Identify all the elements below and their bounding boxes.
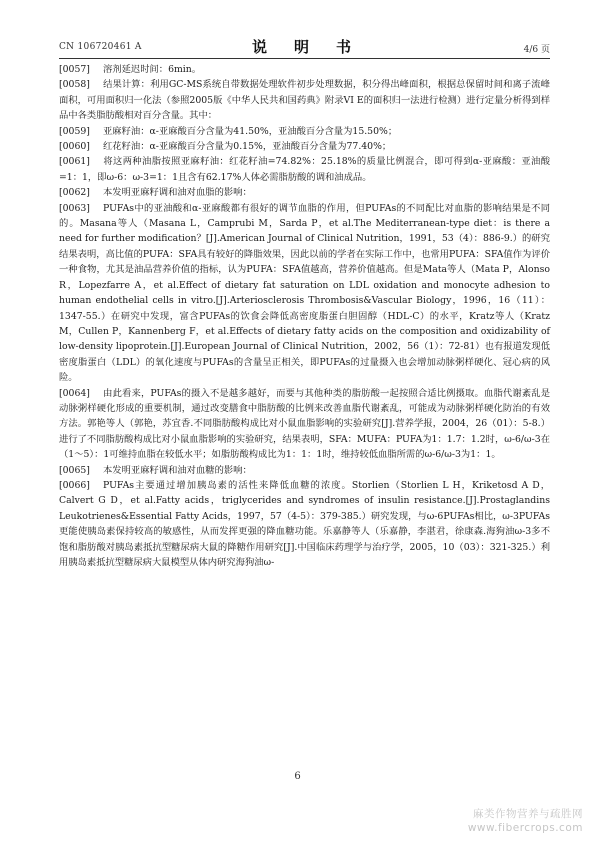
paragraph-text: 红花籽油：α-亚麻酸百分含量为0.15%，亚油酸百分含量为77.40%；	[103, 141, 392, 153]
paragraph-number: [0063]	[59, 202, 90, 214]
paragraph-number: [0060]	[59, 141, 90, 153]
paragraph-text: 由此看来，PUFAs的摄入不是越多越好，而要与其他种类的脂肪酸一起按照合适比例摄取。血脂代谢紊乱是动脉粥样硬化形成的重要机制，通过改变膳食中脂肪酸的比例来改善血脂代谢紊乱，可能成为动脉粥样硬化防治的有效方法。郭艳等人（郭艳，苏宜香.不同脂肪酸构成比对小鼠血脂影响的实验研究[J].营养学报，2004，26（01）：5-8.）进行了不同脂肪酸构成比对小鼠血脂影响的实验研究，结果表明，SFA：MUFA：PUFA为1：1.7：1.2时，ω-6/ω-3在（1～5）：1可维持血脂在较低水平；如脂肪酸构成比为1：1：1时，维持较低血脂所需的ω-6/ω-3为1：1。	[59, 387, 550, 461]
paragraph-0062	[59, 185, 550, 200]
paragraph-0064	[59, 386, 550, 463]
paragraph-number: [0064]	[59, 387, 90, 399]
paragraph-0058	[59, 77, 550, 123]
paragraph-0057	[59, 62, 550, 77]
watermark-site-name: 麻类作物营养与疏胜网	[473, 808, 583, 820]
paragraph-number: [0061]	[59, 156, 90, 168]
paragraph-0063	[59, 201, 550, 386]
document-title: 说 明 书	[251, 38, 357, 56]
paragraph-text: 溶剂延迟时间：6min。	[103, 64, 202, 75]
paragraph-text: 本发明亚麻籽调和油对血脂的影响：	[103, 187, 252, 199]
paragraph-0059	[59, 124, 550, 139]
paragraph-text: PUFAs主要通过增加胰岛素的活性来降低血糖的浓度。Storlien（Storlien L H，Kriketosd A D，Calvert G D，et al.Fatty acids，triglycerides and syndromes of insulin resistance.[J].Prostaglandins Leukotrienes&Essential Fatty Acids，1997，57（4-5）：379-385.）研究发现，与ω-6PUFAs相比，ω-3PUFAs更能使胰岛素保持较高的敏感性，从而发挥更强的降血糖功能。乐嘉静等人（乐嘉静，李湛君，徐康森.海狗油ω-3多不饱和脂肪酸对胰岛素抵抗型糖尿病大鼠的降糖作用研究[J].中国临床药理学与治疗学，2005，10（03）：321-325.）利用胰岛素抵抗型糖尿病大鼠模型从体内研究海狗油ω-	[59, 479, 550, 568]
paragraph-text: 结果计算：利用GC-MS系统自带数据处理软件初步处理数据，积分得出峰面积，根据总保留时间和离子流峰面积，可用面积归一化法（参照2005版《中华人民共和国药典》附录VI E的面积归一法进行检测）进行定量分析得到样品中各类脂肪酸相对百分含量。其中：	[59, 79, 550, 122]
patent-number: CN 106720461 A	[59, 42, 142, 52]
paragraph-0060	[59, 139, 550, 154]
page-number: 6	[294, 771, 301, 782]
page-header	[59, 36, 550, 56]
paragraph-number: [0059]	[59, 125, 90, 137]
paragraph-text: 将这两种油脂按照亚麻籽油：红花籽油=74.82%：25.18%的质量比例混合，即可得到α-亚麻酸：亚油酸=1：1，即ω-6：ω-3=1：1且含有62.17%人体必需脂肪酸的调和油成品。	[59, 156, 550, 183]
paragraph-number: [0057]	[59, 64, 90, 75]
watermark	[468, 807, 583, 835]
watermark-url: www.fibercrops.com	[467, 822, 583, 834]
paragraph-number: [0065]	[59, 464, 90, 476]
paragraph-number: [0062]	[59, 187, 90, 199]
paragraph-text: PUFAs中的亚油酸和α-亚麻酸都有很好的调节血脂的作用，但PUFAs的不同配比对血脂的影响结果是不同的。Masana等人（Masana L，Camprubi M，Sarda P，et al.The Mediterranean-type diet：is there a need for further modification？[J].American Journal of Clinical Nutrition，1991，53（4）：886-9.）的研究结果表明，高比值的PUFA：SFA具有较好的降脂效果，因此以前的学者在实际工作中，也常用PUFA：SFA值作为评价一种食物，尤其是油品营养价值的指标，认为PUFA：SFA值越高，营养价值越高。但是Mata等人（Mata P，Alonso R，Lopezfarre A，et al.Effect of dietary fat saturation on LDL oxidation and monocyte adhesion to human endothelial cells in vitro.[J].Arteriosclerosis Thrombosis&Vascular Biology，1996，16（11）：1347-55.）在研究中发现，富含PUFAs的饮食会降低高密度脂蛋白胆固醇（HDL-C）的水平，Kratz等人（Kratz M，Cullen P，Kannenberg F，et al.Effects of dietary fatty acids on the composition and oxidizability of low-density lipoprotein.[J].European Journal of Clinical Nutrition，2002，56（1）：72-81）也有报道发现低密度脂蛋白（LDL）的氧化速度与PUFAs的含量呈正相关，即PUFAs的过量摄入也会增加动脉粥样硬化、冠心病的风险。	[59, 202, 550, 384]
paragraph-number: [0066]	[59, 479, 90, 491]
paragraph-text: 本发明亚麻籽调和油对血糖的影响：	[103, 464, 252, 476]
document-body	[59, 62, 550, 570]
paragraph-0066	[59, 478, 550, 570]
paragraph-0061	[59, 154, 550, 185]
paragraph-text: 亚麻籽油：α-亚麻酸百分含量为41.50%，亚油酸百分含量为15.50%；	[103, 125, 398, 137]
paragraph-number: [0058]	[59, 79, 90, 91]
paragraph-0065	[59, 463, 550, 478]
page-indicator: 4/6 页	[523, 45, 550, 55]
header-divider	[59, 58, 550, 59]
